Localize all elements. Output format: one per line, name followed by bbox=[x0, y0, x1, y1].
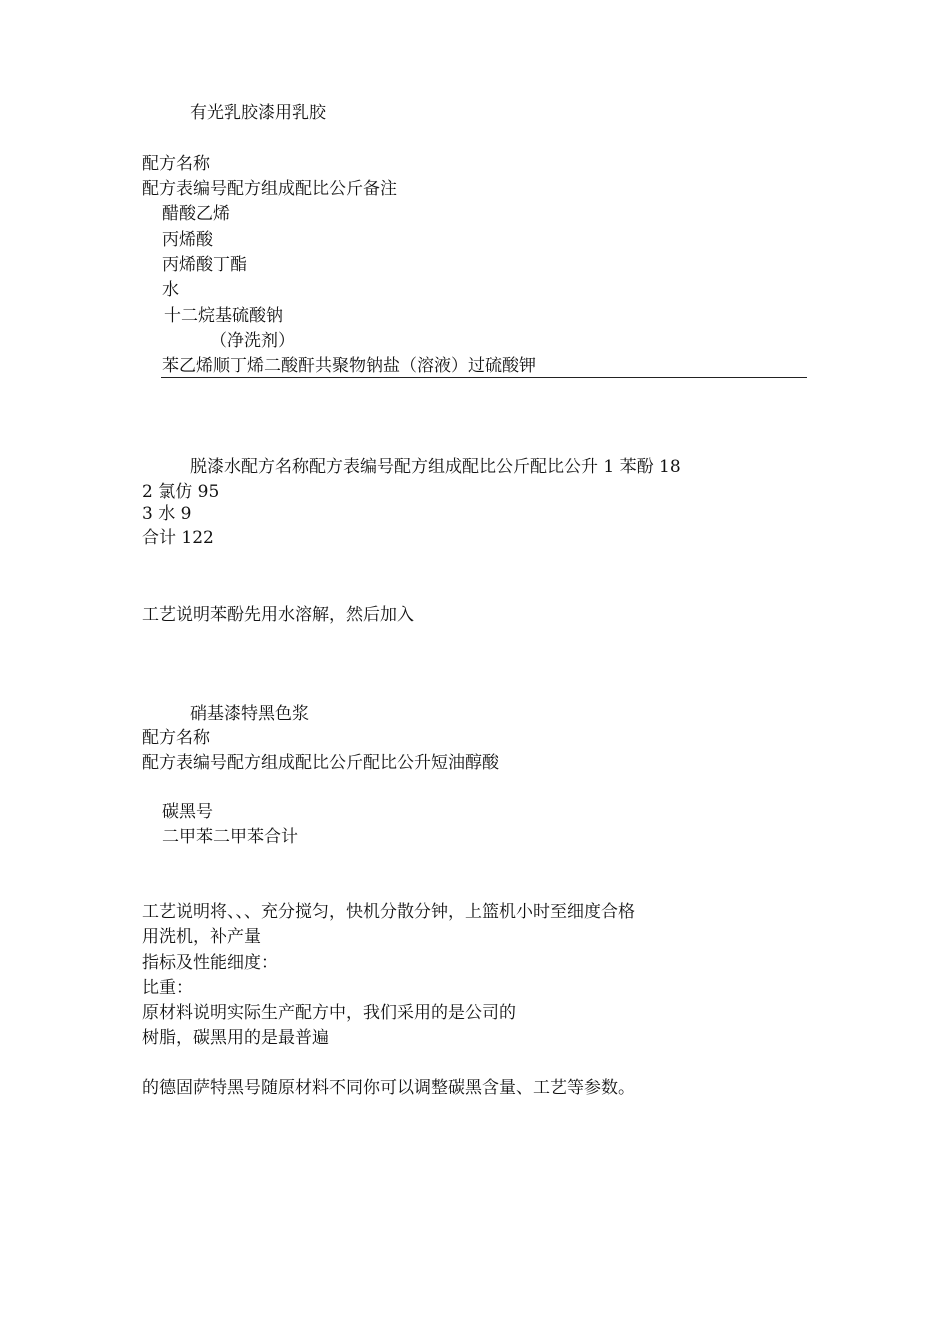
section1-ingredient: 水 bbox=[162, 280, 179, 300]
section3-ingredient: 二甲苯二甲苯合计 bbox=[162, 827, 298, 847]
section1-ingredient: 苯乙烯顺丁烯二酸酐共聚物钠盐（溶液）过硫酸钾 bbox=[162, 356, 536, 376]
section3-table-header: 配方表编号配方组成配比公斤配比公升短油醇酸 bbox=[142, 753, 499, 773]
section1-formula-name: 配方名称 bbox=[142, 154, 210, 174]
section3-formula-name: 配方名称 bbox=[142, 728, 210, 748]
section3-note: 用洗机，补产量 bbox=[142, 927, 261, 947]
section1-table-header: 配方表编号配方组成配比公斤备注 bbox=[142, 179, 397, 199]
section3-note: 指标及性能细度： bbox=[142, 953, 278, 973]
section1-ingredient: 醋酸乙烯 bbox=[162, 204, 230, 224]
section3-note: 比重： bbox=[142, 978, 193, 998]
section2-row: 合计 122 bbox=[142, 528, 214, 548]
table-bottom-rule bbox=[161, 377, 807, 378]
section1-ingredient: 丙烯酸丁酯 bbox=[162, 255, 247, 275]
section2-row: 2 氯仿 95 bbox=[142, 482, 220, 502]
section3-title: 硝基漆特黑色浆 bbox=[190, 704, 309, 724]
section3-final-note: 的德固萨特黑号随原材料不同你可以调整碳黑含量、工艺等参数。 bbox=[142, 1078, 635, 1098]
section1-title: 有光乳胶漆用乳胶 bbox=[190, 103, 326, 123]
section1-ingredient: 丙烯酸 bbox=[162, 230, 213, 250]
section2-process: 工艺说明苯酚先用水溶解，然后加入 bbox=[142, 605, 414, 625]
section3-ingredient: 碳黑号 bbox=[162, 802, 213, 822]
section2-row: 3 水 9 bbox=[142, 504, 192, 524]
section3-note: 工艺说明将、、、充分搅匀，快机分散分钟，上篮机小时至细度合格 bbox=[142, 902, 635, 922]
section1-ingredient: 十二烷基硫酸钠 bbox=[164, 306, 283, 326]
section3-note: 树脂，碳黑用的是最普遍 bbox=[142, 1028, 329, 1048]
section2-title-line: 脱漆水配方名称配方表编号配方组成配比公斤配比公升 1 苯酚 18 bbox=[190, 457, 681, 477]
section3-note: 原材料说明实际生产配方中，我们采用的是公司的 bbox=[142, 1003, 516, 1023]
section1-ingredient: （净洗剂） bbox=[210, 331, 295, 351]
